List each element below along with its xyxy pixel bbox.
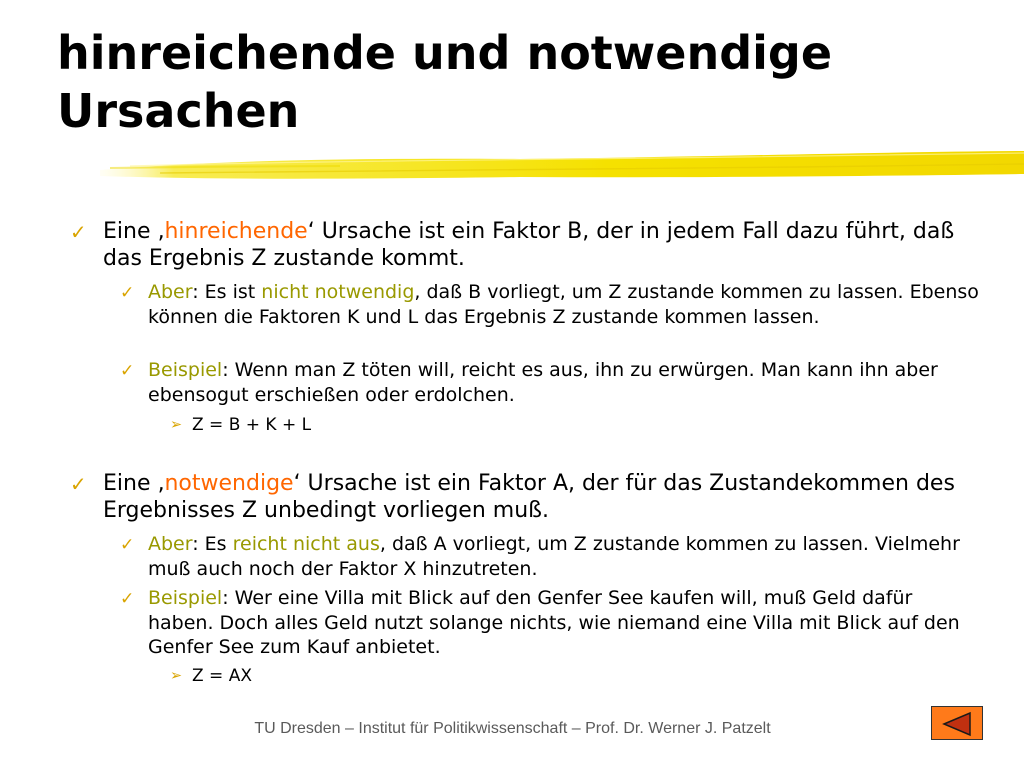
checkmark-icon: ✓ [70,221,87,244]
sub-bullet-text [148,586,980,660]
sub-label: Beispiel [148,359,223,381]
sub-text: : Es [192,533,233,555]
list-item [70,218,970,272]
sub-text: : Wenn man Z töten will, reicht es aus, ihn zu erwürgen. Man kann ihn aber ebensogut erschießen oder erdolchen. [148,359,938,406]
term-highlight: notwendige [164,471,294,496]
bullet-rest: ‘ Ursache ist ein Faktor A, der für das Zustandekommen des Ergebnisses Z unbedingt vorliegen muß. [103,471,955,523]
list-item [120,586,980,660]
sub-text: , daß A vorliegt, um Z zustande kommen zu lassen. Vielmehr muß auch noch der Faktor X hinzutreten. [148,533,960,580]
previous-slide-arrow-icon [932,707,984,741]
sub-emphasis: reicht nicht aus [232,533,380,555]
arrowhead-icon: ➢ [170,417,183,433]
sub-bullet-text [148,358,980,407]
checkmark-icon: ✓ [120,283,135,303]
bullet-text [103,470,970,524]
bullet-text [103,218,970,272]
sub-bullet-text [148,280,980,329]
list-item [120,358,980,407]
checkmark-icon: ✓ [120,589,135,609]
checkmark-icon: ✓ [70,473,87,496]
checkmark-icon: ✓ [120,535,135,555]
bullet-intro: Eine ‚ [103,219,165,244]
sub-text: , daß B vorliegt, um Z zustande kommen zu lassen. Ebenso können die Faktoren K und L das Ergebnis Z zustande kommen lassen. [148,281,979,328]
slide-title-line-2: Ursachen [57,84,300,138]
formula: Z = B + K + L [192,415,312,435]
formula: Z = AX [192,666,252,686]
sub-emphasis: nicht notwendig [261,281,415,303]
sub-label: Aber [148,533,193,555]
term-highlight: hinreichende [164,219,308,244]
sub-text: : Wer eine Villa mit Blick auf den Genfer See kaufen will, muß Geld dafür haben. Doch alles Geld nutzt solange nichts, wie niemand eine Villa mit Blick auf den Genfer See zum Kauf anbietet. [148,587,960,658]
arrowhead-icon: ➢ [170,668,183,684]
sub-text: : Es ist [192,281,262,303]
previous-slide-button[interactable] [931,706,983,740]
list-item [170,665,870,687]
bullet-rest: ‘ Ursache ist ein Faktor B, der in jedem Fall dazu führt, daß das Ergebnis Z zustande kommt. [103,219,955,271]
bullet-intro: Eine ‚ [103,471,165,496]
slide-title-line-1: hinreichende und notwendige [57,26,833,80]
sub-label: Beispiel [148,587,223,609]
list-item [170,414,870,436]
sub-label: Aber [148,281,193,303]
slide-footer: TU Dresden – Institut für Politikwissenschaft – Prof. Dr. Werner J. Patzelt [254,720,771,737]
list-item [120,280,980,329]
checkmark-icon: ✓ [120,361,135,381]
list-item [70,470,970,524]
sub-bullet-text [148,532,980,581]
list-item [120,532,980,581]
